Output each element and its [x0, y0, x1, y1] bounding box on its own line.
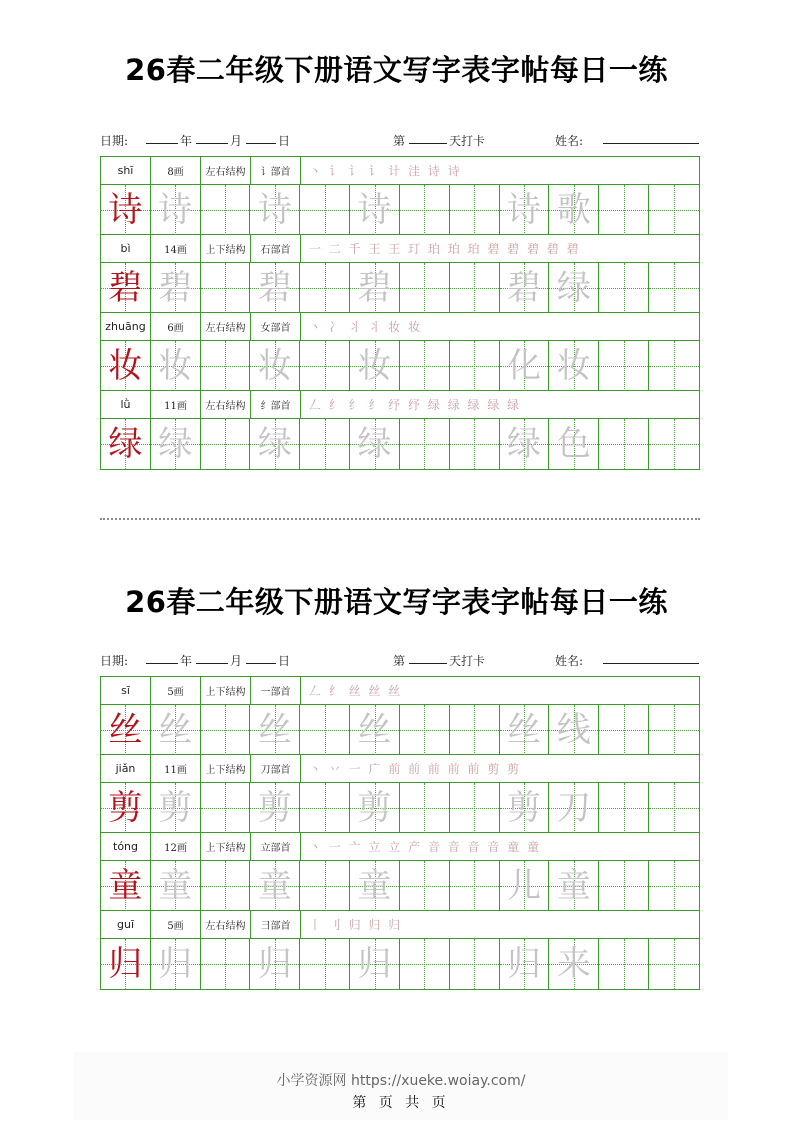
character-info-row — [101, 677, 699, 705]
tianzige-cell[interactable] — [649, 783, 699, 833]
pinyin: tóng — [101, 833, 151, 860]
pinyin: zhuāng — [101, 313, 151, 340]
tianzige-cell[interactable] — [151, 185, 201, 235]
footer-page-number: 第 页 共 页 — [352, 1095, 450, 1111]
structure: 左右结构 — [201, 157, 251, 184]
tianzige-cell[interactable] — [101, 341, 151, 391]
tianzige-cell[interactable] — [300, 705, 350, 755]
character-grid — [100, 676, 700, 990]
tianzige-cell[interactable] — [649, 861, 699, 911]
stroke-count: 11画 — [151, 755, 201, 782]
tianzige-cell[interactable] — [649, 341, 699, 391]
trace-character: 童 — [257, 866, 292, 906]
tianzige-cell[interactable] — [350, 341, 400, 391]
tianzige-cell[interactable] — [400, 419, 450, 469]
radical: 讠部首 — [251, 157, 301, 184]
tianzige-cell[interactable] — [300, 185, 350, 235]
trace-character: 剪 — [158, 788, 193, 828]
character-info-row — [101, 235, 699, 263]
word-character: 歌 — [556, 190, 591, 230]
day-input[interactable] — [246, 132, 276, 144]
trace-character: 童 — [158, 866, 193, 906]
trace-character: 剪 — [357, 788, 392, 828]
model-character: 碧 — [108, 268, 143, 308]
trace-character: 妆 — [158, 346, 193, 386]
tianzige-cell[interactable] — [599, 939, 649, 989]
trace-character: 丝 — [257, 710, 292, 750]
trace-character: 归 — [357, 944, 392, 984]
tianzige-cell[interactable] — [350, 185, 400, 235]
year-label: 年 — [180, 654, 193, 668]
tianzige-cell[interactable] — [450, 185, 500, 235]
model-character: 剪 — [108, 788, 143, 828]
tianzige-cell[interactable] — [300, 939, 350, 989]
stroke-order: 丶 丷 一 广 前 前 前 前 前 剪 剪 — [309, 762, 522, 776]
word-character: 化 — [507, 346, 542, 386]
structure: 左右结构 — [201, 313, 251, 340]
word-character: 丝 — [507, 710, 542, 750]
tianzige-cell[interactable] — [400, 783, 450, 833]
sheet-divider — [100, 518, 700, 520]
trace-character: 丝 — [357, 710, 392, 750]
tianzige-cell[interactable] — [201, 939, 251, 989]
word-character: 诗 — [507, 190, 542, 230]
structure: 上下结构 — [201, 833, 251, 860]
tianzige-cell[interactable] — [599, 185, 649, 235]
trace-character: 碧 — [158, 268, 193, 308]
tianzige-cell[interactable] — [549, 939, 599, 989]
tianzige-cell[interactable] — [549, 705, 599, 755]
trace-character: 诗 — [257, 190, 292, 230]
tianzige-cell[interactable] — [201, 419, 251, 469]
tianzige-cell[interactable] — [549, 185, 599, 235]
stroke-order: 丶 一 亠 立 立 产 音 音 音 音 童 童 — [309, 840, 541, 854]
tianzige-cell[interactable] — [599, 705, 649, 755]
tianzige-cell[interactable] — [450, 341, 500, 391]
tianzige-cell[interactable] — [450, 861, 500, 911]
radical: 立部首 — [251, 833, 301, 860]
radical: 一部首 — [251, 677, 301, 704]
month-label: 月 — [230, 134, 243, 148]
tianzige-cell[interactable] — [500, 419, 550, 469]
trace-character: 绿 — [158, 424, 193, 464]
tianzige-cell[interactable] — [250, 263, 300, 313]
tianzige-cell[interactable] — [599, 861, 649, 911]
radical: 纟部首 — [251, 391, 301, 418]
radical: 石部首 — [251, 235, 301, 262]
tianzige-cell[interactable] — [400, 861, 450, 911]
tianzige-cell[interactable] — [649, 263, 699, 313]
practice-row — [101, 341, 699, 391]
structure: 上下结构 — [201, 235, 251, 262]
character-info-row — [101, 755, 699, 783]
checkin-day-input[interactable] — [409, 652, 447, 664]
tianzige-cell[interactable] — [151, 861, 201, 911]
footer-site: 小学资源网 https://xueke.woiay.com/ — [276, 1073, 526, 1089]
tianzige-cell[interactable] — [300, 861, 350, 911]
name-label: 姓名: — [555, 654, 584, 668]
tianzige-cell[interactable] — [450, 263, 500, 313]
word-character: 儿 — [507, 866, 542, 906]
day-label: 日 — [278, 134, 291, 148]
sheet-title: 26春二年级下册语文写字表字帖每日一练 — [125, 585, 668, 619]
tianzige-cell[interactable] — [151, 263, 201, 313]
day-label: 日 — [278, 654, 291, 668]
tianzige-cell[interactable] — [201, 705, 251, 755]
character-info-row — [101, 391, 699, 419]
tianzige-cell[interactable] — [101, 705, 151, 755]
year-input[interactable] — [146, 132, 178, 144]
trace-character: 碧 — [257, 268, 292, 308]
checkin-day-input[interactable] — [409, 132, 447, 144]
tianzige-cell[interactable] — [151, 419, 201, 469]
word-character: 剪 — [507, 788, 542, 828]
trace-character: 绿 — [257, 424, 292, 464]
tianzige-cell[interactable] — [599, 783, 649, 833]
date-label: 日期: — [100, 654, 129, 668]
tianzige-cell[interactable] — [450, 939, 500, 989]
month-label: 月 — [230, 654, 243, 668]
practice-row — [101, 419, 699, 469]
pinyin: jiǎn — [101, 755, 151, 782]
tianzige-cell[interactable] — [350, 263, 400, 313]
word-character: 线 — [556, 710, 591, 750]
tianzige-cell[interactable] — [300, 419, 350, 469]
practice-row — [101, 185, 699, 235]
trace-character: 归 — [158, 944, 193, 984]
tianzige-cell[interactable] — [350, 705, 400, 755]
practice-row — [101, 861, 699, 911]
word-character: 妆 — [556, 346, 591, 386]
trace-character: 诗 — [357, 190, 392, 230]
tianzige-cell[interactable] — [549, 341, 599, 391]
stroke-order: 𠃋 纟 丝 丝 丝 — [309, 684, 403, 698]
checkin-suffix: 天打卡 — [449, 654, 486, 668]
tianzige-cell[interactable] — [300, 263, 350, 313]
tianzige-cell[interactable] — [101, 783, 151, 833]
tianzige-cell[interactable] — [300, 341, 350, 391]
model-character: 丝 — [108, 710, 143, 750]
character-info-row — [101, 833, 699, 861]
tianzige-cell[interactable] — [201, 185, 251, 235]
tianzige-cell[interactable] — [549, 861, 599, 911]
structure: 上下结构 — [201, 677, 251, 704]
name-input[interactable] — [603, 652, 699, 664]
tianzige-cell[interactable] — [101, 185, 151, 235]
tianzige-cell[interactable] — [201, 783, 251, 833]
character-grid — [100, 156, 700, 470]
tianzige-cell[interactable] — [151, 939, 201, 989]
structure: 上下结构 — [201, 755, 251, 782]
tianzige-cell[interactable] — [649, 185, 699, 235]
pinyin: shī — [101, 157, 151, 184]
stroke-order: 丶 冫 丬 丬 妆 妆 — [309, 320, 423, 334]
tianzige-cell[interactable] — [450, 419, 500, 469]
tianzige-cell[interactable] — [151, 783, 201, 833]
tianzige-cell[interactable] — [400, 341, 450, 391]
practice-row — [101, 783, 699, 833]
model-character: 童 — [108, 866, 143, 906]
word-character: 绿 — [507, 424, 542, 464]
tianzige-cell[interactable] — [250, 783, 300, 833]
trace-character: 妆 — [257, 346, 292, 386]
tianzige-cell[interactable] — [101, 419, 151, 469]
tianzige-cell[interactable] — [201, 263, 251, 313]
tianzige-cell[interactable] — [350, 783, 400, 833]
day-input[interactable] — [246, 652, 276, 664]
date-label: 日期: — [100, 134, 129, 148]
tianzige-cell[interactable] — [400, 705, 450, 755]
tianzige-cell[interactable] — [201, 861, 251, 911]
pinyin: bì — [101, 235, 151, 262]
tianzige-cell[interactable] — [599, 341, 649, 391]
trace-character: 碧 — [357, 268, 392, 308]
tianzige-cell[interactable] — [350, 861, 400, 911]
tianzige-cell[interactable] — [300, 783, 350, 833]
word-character: 色 — [556, 424, 591, 464]
name-label: 姓名: — [555, 134, 584, 148]
tianzige-cell[interactable] — [500, 783, 550, 833]
tianzige-cell[interactable] — [400, 263, 450, 313]
tianzige-cell[interactable] — [400, 939, 450, 989]
tianzige-cell[interactable] — [151, 341, 201, 391]
month-input[interactable] — [196, 132, 228, 144]
stroke-order: 丶 讠 讠 讠 计 洼 诗 诗 — [309, 164, 462, 178]
trace-character: 妆 — [357, 346, 392, 386]
character-info-row — [101, 157, 699, 185]
tianzige-cell[interactable] — [500, 185, 550, 235]
tianzige-cell[interactable] — [101, 861, 151, 911]
tianzige-cell[interactable] — [350, 419, 400, 469]
tianzige-cell[interactable] — [250, 185, 300, 235]
tianzige-cell[interactable] — [549, 419, 599, 469]
trace-character: 童 — [357, 866, 392, 906]
tianzige-cell[interactable] — [599, 419, 649, 469]
tianzige-cell[interactable] — [250, 861, 300, 911]
model-character: 绿 — [108, 424, 143, 464]
trace-character: 绿 — [357, 424, 392, 464]
tianzige-cell[interactable] — [250, 939, 300, 989]
practice-row — [101, 263, 699, 313]
tianzige-cell[interactable] — [549, 783, 599, 833]
tianzige-cell[interactable] — [549, 263, 599, 313]
tianzige-cell[interactable] — [500, 861, 550, 911]
practice-row — [101, 705, 699, 755]
tianzige-cell[interactable] — [250, 705, 300, 755]
structure: 左右结构 — [201, 391, 251, 418]
model-character: 妆 — [108, 346, 143, 386]
word-character: 童 — [556, 866, 591, 906]
sheet-title: 26春二年级下册语文写字表字帖每日一练 — [125, 53, 668, 87]
tianzige-cell[interactable] — [500, 939, 550, 989]
tianzige-cell[interactable] — [250, 341, 300, 391]
meta-row — [100, 652, 700, 670]
stroke-count: 8画 — [151, 157, 201, 184]
stroke-count: 5画 — [151, 677, 201, 704]
stroke-count: 6画 — [151, 313, 201, 340]
tianzige-cell[interactable] — [151, 705, 201, 755]
checkin-prefix: 第 — [393, 654, 406, 668]
tianzige-cell[interactable] — [101, 263, 151, 313]
stroke-order: 𠃋 纟 纟 纟 纾 纾 绿 绿 绿 绿 绿 — [309, 398, 522, 412]
word-character: 来 — [556, 944, 591, 984]
checkin-suffix: 天打卡 — [449, 134, 486, 148]
model-character: 诗 — [108, 190, 143, 230]
pinyin: lǜ — [101, 391, 151, 418]
pinyin: guī — [101, 911, 151, 938]
trace-character: 归 — [257, 944, 292, 984]
pinyin: sī — [101, 677, 151, 704]
character-info-row — [101, 313, 699, 341]
word-character: 刀 — [556, 788, 591, 828]
radical: 刀部首 — [251, 755, 301, 782]
tianzige-cell[interactable] — [649, 705, 699, 755]
practice-row — [101, 939, 699, 989]
radical: 女部首 — [251, 313, 301, 340]
radical: 彐部首 — [251, 911, 301, 938]
name-input[interactable] — [603, 132, 699, 144]
tianzige-cell[interactable] — [500, 341, 550, 391]
year-input[interactable] — [146, 652, 178, 664]
month-input[interactable] — [196, 652, 228, 664]
meta-row — [100, 132, 700, 150]
stroke-count: 12画 — [151, 833, 201, 860]
stroke-order: 丨 刂 归 归 归 — [309, 918, 403, 932]
trace-character: 丝 — [158, 710, 193, 750]
tianzige-cell[interactable] — [201, 341, 251, 391]
model-character: 归 — [108, 944, 143, 984]
character-info-row — [101, 911, 699, 939]
tianzige-cell[interactable] — [400, 185, 450, 235]
page-footer — [74, 1052, 728, 1120]
tianzige-cell[interactable] — [450, 783, 500, 833]
stroke-count: 5画 — [151, 911, 201, 938]
stroke-count: 11画 — [151, 391, 201, 418]
stroke-count: 14画 — [151, 235, 201, 262]
tianzige-cell[interactable] — [101, 939, 151, 989]
structure: 左右结构 — [201, 911, 251, 938]
tianzige-cell[interactable] — [500, 263, 550, 313]
trace-character: 剪 — [257, 788, 292, 828]
checkin-prefix: 第 — [393, 134, 406, 148]
word-character: 碧 — [507, 268, 542, 308]
year-label: 年 — [180, 134, 193, 148]
tianzige-cell[interactable] — [649, 419, 699, 469]
word-character: 归 — [507, 944, 542, 984]
tianzige-cell[interactable] — [500, 705, 550, 755]
stroke-order: 一 二 千 王 王 玎 珀 珀 珀 碧 碧 碧 碧 碧 — [309, 242, 581, 256]
word-character: 绿 — [556, 268, 591, 308]
tianzige-cell[interactable] — [649, 939, 699, 989]
tianzige-cell[interactable] — [250, 419, 300, 469]
trace-character: 诗 — [158, 190, 193, 230]
tianzige-cell[interactable] — [450, 705, 500, 755]
tianzige-cell[interactable] — [350, 939, 400, 989]
tianzige-cell[interactable] — [599, 263, 649, 313]
